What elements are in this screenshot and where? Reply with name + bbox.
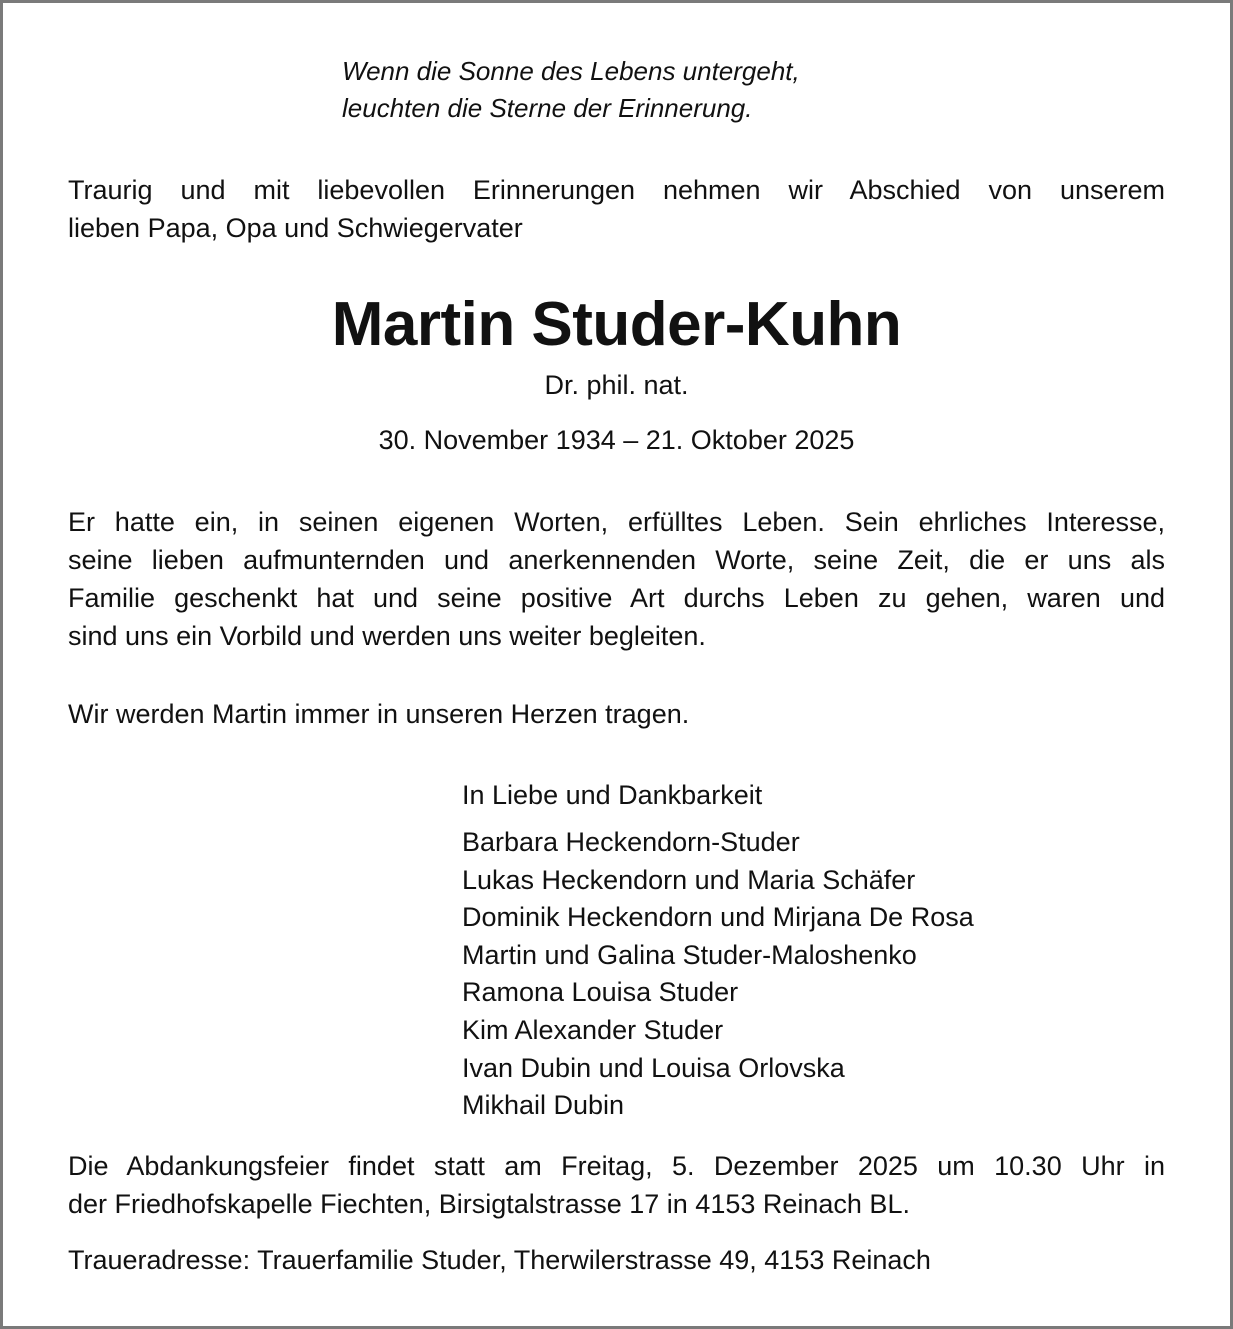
mourner: Mikhail Dubin xyxy=(462,1090,625,1121)
deceased-name: Martin Studer-Kuhn xyxy=(331,290,902,359)
tribute xyxy=(68,503,1165,655)
mourners-list xyxy=(462,824,974,1125)
tribute-line: seine lieben aufmunternden und anerkennenden Worte, seine Zeit, die er uns als xyxy=(68,545,1165,575)
tribute-line: Er hatte ein, in seinen eigenen Worten, erfülltes Leben. Sein ehrliches Interesse, xyxy=(68,507,1165,537)
mourner: Dominik Heckendorn und Mirjana De Rosa xyxy=(462,902,974,933)
mourner: Ramona Louisa Studer xyxy=(462,977,739,1008)
quote-line: leuchten die Sterne der Erinnerung. xyxy=(342,93,753,123)
intro-line: Traurig und mit liebevollen Erinnerungen nehmen wir Abschied von unserem xyxy=(68,175,1165,205)
quote-line: Wenn die Sonne des Lebens untergeht, xyxy=(342,56,800,86)
mourner: Ivan Dubin und Louisa Orlovska xyxy=(462,1052,845,1083)
mourner: Barbara Heckendorn-Studer xyxy=(462,827,800,857)
mourner: Kim Alexander Studer xyxy=(462,1014,724,1045)
quote xyxy=(342,53,800,127)
signoff: In Liebe und Dankbarkeit xyxy=(462,780,763,810)
service-info xyxy=(68,1147,1165,1223)
mourner: Martin und Galina Studer-Maloshenko xyxy=(462,939,917,970)
service-line: der Friedhofskapelle Fiechten, Birsigtalstrasse 17 in 4153 Reinach BL. xyxy=(68,1189,910,1219)
intro-line: lieben Papa, Opa und Schwiegervater xyxy=(68,213,523,243)
tribute-line: sind uns ein Vorbild und werden uns weiter begleiten. xyxy=(68,621,706,651)
mourning-address: Traueradresse: Trauerfamilie Studer, Therwilerstrasse 49, 4153 Reinach xyxy=(68,1245,931,1275)
tribute-line: Familie geschenkt hat und seine positive Art durchs Leben zu gehen, waren und xyxy=(68,583,1165,613)
mourner: Lukas Heckendorn und Maria Schäfer xyxy=(462,864,916,895)
intro xyxy=(68,171,1165,247)
closing: Wir werden Martin immer in unseren Herzen tragen. xyxy=(68,699,690,729)
service-line: Die Abdankungsfeier findet statt am Freitag, 5. Dezember 2025 um 10.30 Uhr in xyxy=(68,1151,1165,1181)
academic-title: Dr. phil. nat. xyxy=(544,370,689,400)
life-dates: 30. November 1934 – 21. Oktober 2025 xyxy=(378,425,855,455)
